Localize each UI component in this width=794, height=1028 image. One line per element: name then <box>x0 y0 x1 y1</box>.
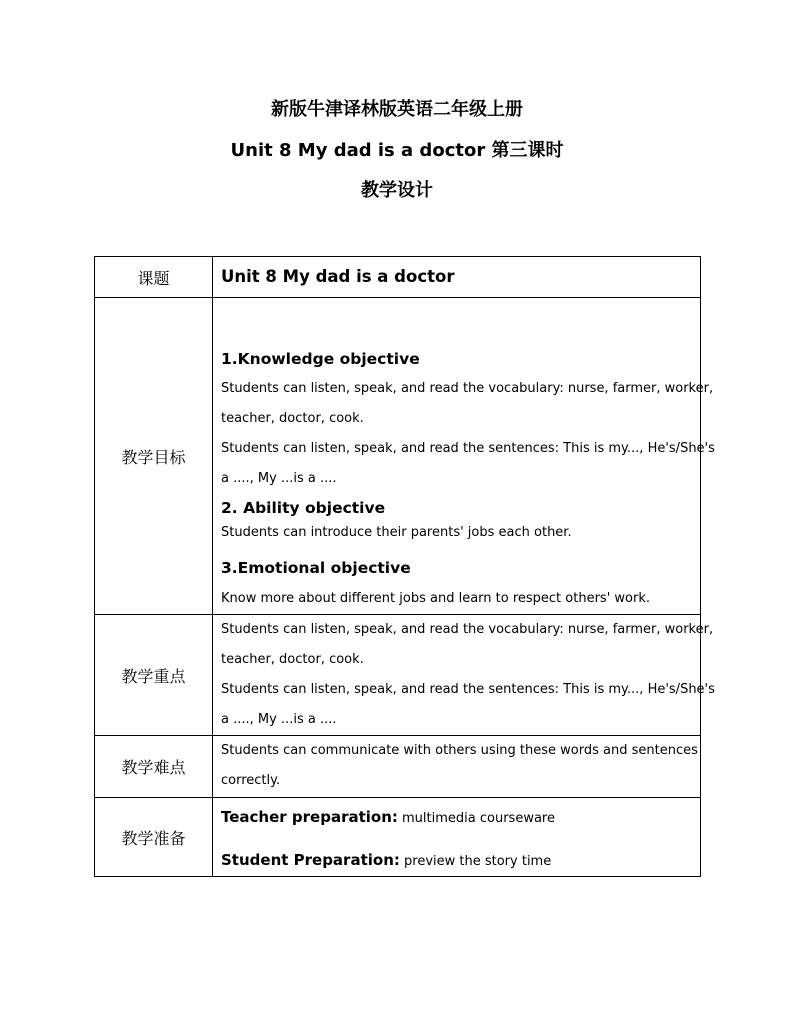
table-row-objectives <box>95 298 701 615</box>
difficulty-line-1: Students can communicate with others using these words and sentences <box>221 743 698 758</box>
teacher-preparation-label: Teacher preparation: <box>221 808 398 826</box>
table-row-key-points <box>95 615 701 736</box>
content-difficulties <box>213 736 701 798</box>
ability-line: Students can introduce their parents' jobs each other. <box>221 525 572 540</box>
student-preparation <box>221 850 695 872</box>
table-row-topic <box>95 257 701 298</box>
teacher-preparation-value: multimedia courseware <box>397 811 555 826</box>
key-line-4: a ...., My ...is a .... <box>221 712 337 727</box>
student-preparation-label: Student Preparation: <box>221 851 400 869</box>
content-topic <box>213 257 701 298</box>
topic-text: Unit 8 My dad is a doctor <box>221 267 455 286</box>
knowledge-line-3: Students can listen, speak, and read the sentences: This is my..., He's/She's <box>221 441 715 456</box>
key-line-2: teacher, doctor, cook. <box>221 652 364 667</box>
emotional-heading: 3.Emotional objective <box>221 559 411 577</box>
ability-heading: 2. Ability objective <box>221 499 386 517</box>
content-preparation <box>213 798 701 877</box>
knowledge-line-2: teacher, doctor, cook. <box>221 411 364 426</box>
knowledge-heading: 1.Knowledge objective <box>221 350 420 368</box>
lesson-plan-table <box>94 256 715 877</box>
student-preparation-value: preview the story time <box>399 854 552 869</box>
difficulty-line-2: correctly. <box>221 773 281 788</box>
label-difficulties: 教学难点 <box>95 736 213 798</box>
content-objectives <box>213 298 715 615</box>
label-key-points: 教学重点 <box>95 615 213 736</box>
label-objectives: 教学目标 <box>95 298 213 615</box>
key-line-3: Students can listen, speak, and read the sentences: This is my..., He's/She's <box>221 682 715 697</box>
emotional-line: Know more about different jobs and learn to respect others' work. <box>221 591 650 606</box>
key-line-1: Students can listen, speak, and read the vocabulary: nurse, farmer, worker, <box>221 622 714 637</box>
knowledge-line-1: Students can listen, speak, and read the vocabulary: nurse, farmer, worker, <box>221 381 714 396</box>
title-line-3: 教学设计 <box>361 180 433 201</box>
title-line-2: Unit 8 My dad is a doctor 第三课时 <box>230 140 564 161</box>
label-preparation: 教学准备 <box>95 798 213 877</box>
title-line-1: 新版牛津译林版英语二年级上册 <box>271 99 523 120</box>
table-row-preparation <box>95 798 701 877</box>
document-header <box>0 100 794 201</box>
knowledge-line-4: a ...., My ...is a .... <box>221 471 337 486</box>
teacher-preparation <box>221 807 695 829</box>
label-topic: 课题 <box>95 257 213 298</box>
table-row-difficulties <box>95 736 701 798</box>
content-key-points <box>213 615 715 736</box>
